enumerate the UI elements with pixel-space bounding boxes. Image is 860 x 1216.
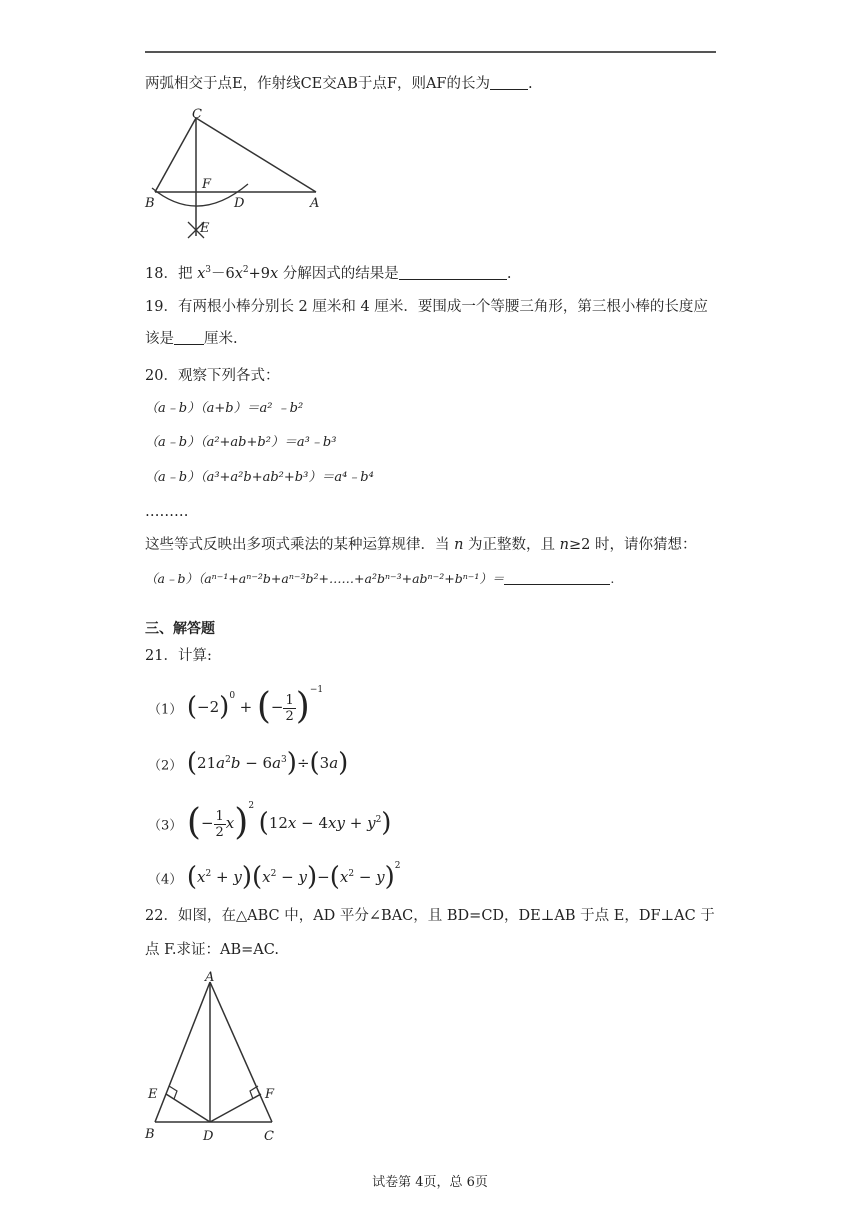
answer-blank-q19 xyxy=(174,330,204,345)
q17-end: . xyxy=(527,76,533,92)
q21-part2: （2） $(21a^2b - 6a^3)\div(3a)$ xyxy=(148,748,349,778)
q20-eq2: （a﹣b）（a²+ab+b²）＝a³﹣b³ xyxy=(145,435,337,450)
answer-blank-q18 xyxy=(399,265,507,280)
answer-blank-q20 xyxy=(504,570,610,585)
label-e: E xyxy=(200,221,210,236)
q21-part3: （3） (− $\frac{1}{2}$ x)$^2$ $(12x - 4xy + y^2)$ xyxy=(148,801,392,843)
label-f: F xyxy=(265,1087,275,1102)
q20-rule: 这些等式反映出多项式乘法的某种运算规律．当 n 为正整数，且 n≥2 时，请你猜想： xyxy=(145,537,697,553)
q17-tail-line xyxy=(145,74,533,94)
label-a: A xyxy=(205,970,215,985)
label-c: C xyxy=(264,1129,274,1144)
q19-line1: 19．有两根小棒分别长 2 厘米和 4 厘米．要围成一个等腰三角形，第三根小棒的长度应 xyxy=(145,299,708,315)
q20-eq1: （a﹣b）（a+b）＝a² ﹣b² xyxy=(145,401,304,416)
label-f: F xyxy=(202,177,212,192)
header-rule xyxy=(145,51,716,53)
q17-text: 两弧相交于点E，作射线CE交AB于点F，则AF的长为 xyxy=(145,76,490,92)
label-e: E xyxy=(148,1087,158,1102)
label-d: D xyxy=(203,1129,214,1144)
q21-part4: （4） $(x^2 + y)(x^2 - y)-(x^2 - y)^2$ xyxy=(148,861,401,892)
figure-q22 xyxy=(140,968,290,1148)
q20-dots: ……… xyxy=(145,504,189,520)
q22-line2: 点 F.求证：AB=AC. xyxy=(145,942,279,958)
q20-guess: （a﹣b）（aⁿ⁻¹+aⁿ⁻²b+aⁿ⁻³b²+……+a²bⁿ⁻³+abⁿ⁻²+bⁿ⁻¹）＝ . xyxy=(145,571,615,586)
label-b: B xyxy=(145,196,155,211)
q21-part1: （1） $(-2)^0$ + (− $\frac{1}{2}$ )$^{-1}$ xyxy=(148,685,324,727)
q20-eq3: （a﹣b）（a³+a²b+ab²+b³）＝a⁴﹣b⁴ xyxy=(145,470,374,485)
segment-ac xyxy=(210,982,272,1122)
q21-title: 21．计算: xyxy=(145,648,212,664)
page-footer: 试卷第 4页，总 6页 xyxy=(372,1175,488,1190)
q18-line: 18．把 $x^3-6x^2+9x$ 分解因式的结果是 . xyxy=(145,265,512,282)
label-d: D xyxy=(234,196,245,211)
segment-de xyxy=(166,1094,210,1122)
label-c: C xyxy=(192,107,202,122)
label-a: A xyxy=(310,196,320,211)
label-b: B xyxy=(145,1127,155,1142)
segment-ab xyxy=(155,982,210,1122)
q20-title: 20．观察下列各式： xyxy=(145,368,280,384)
q19-line2: 该是 厘米. xyxy=(145,331,238,347)
answer-blank-q17 xyxy=(490,75,528,90)
figure-q17 xyxy=(140,104,340,244)
segment-ca xyxy=(196,118,316,192)
q22-line1: 22．如图，在△ABC 中，AD 平分∠BAC，且 BD=CD，DE⊥AB 于点 E，DF⊥AC 于 xyxy=(145,908,715,924)
section-title: 三、解答题 xyxy=(145,621,215,637)
segment-cb xyxy=(155,118,196,192)
segment-df xyxy=(210,1094,261,1122)
